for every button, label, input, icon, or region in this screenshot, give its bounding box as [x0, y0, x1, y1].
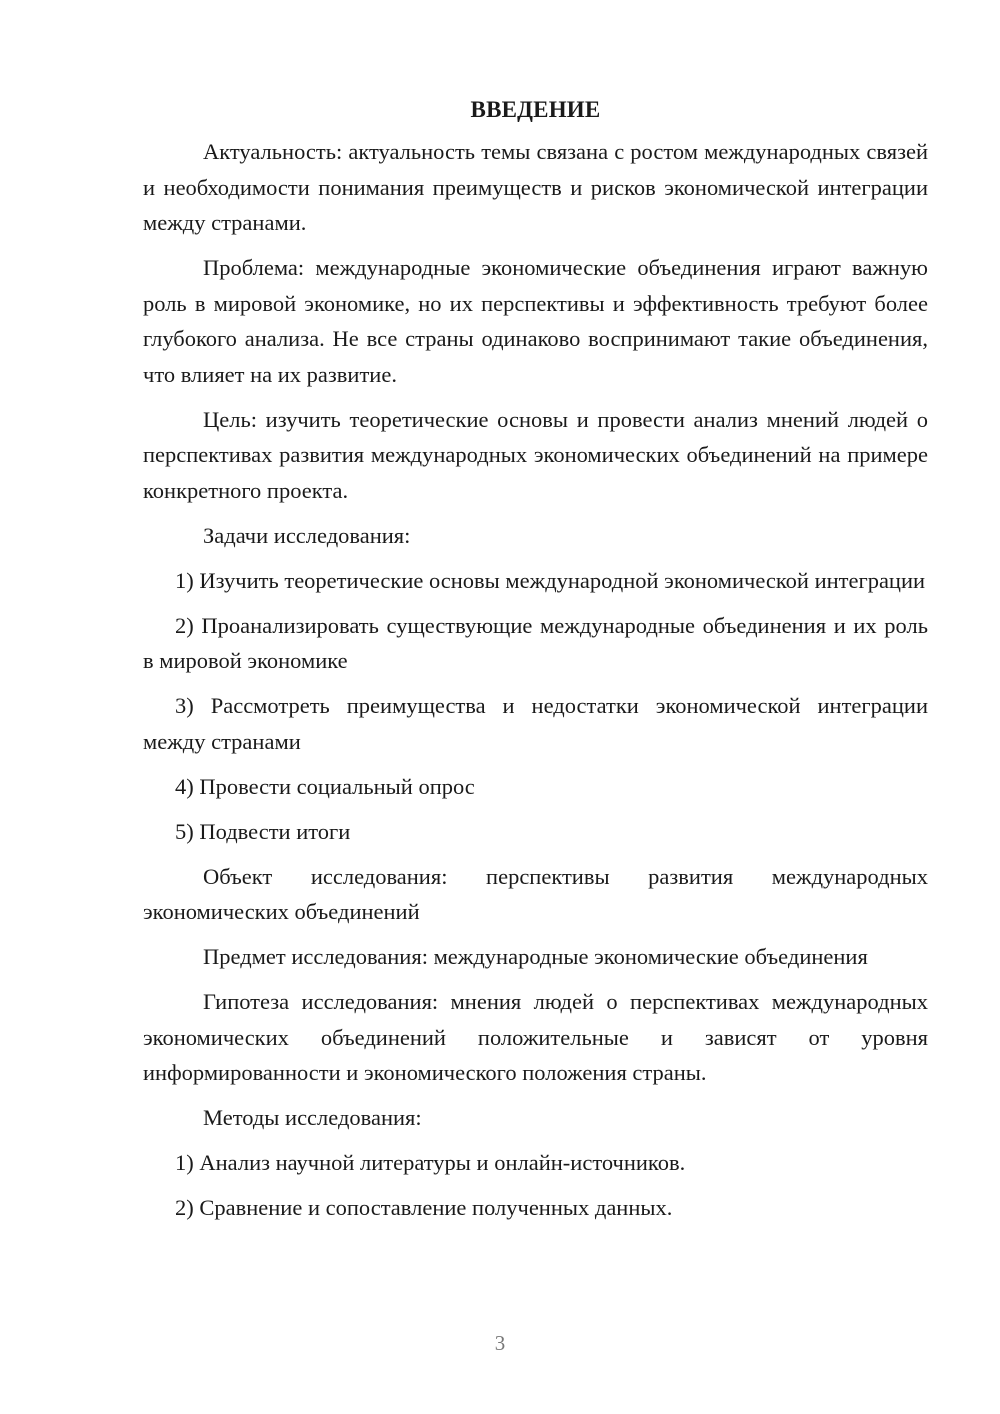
task-item: 1) Изучить теоретические основы международной экономической интеграции	[175, 567, 926, 593]
task-item: 5) Подвести итоги	[175, 818, 351, 844]
method-item: 1) Анализ научной литературы и онлайн-источников.	[175, 1150, 686, 1175]
task-item: 4) Провести социальный опрос	[175, 773, 475, 799]
hypothesis-paragraph: Гипотеза исследования: мнения людей о перспективах международных экономических объединений положительные и зависят от уровня информированности и экономического положения страны.	[143, 989, 928, 1085]
relevance-paragraph: Актуальность: актуальность темы связана с ростом международных связей и необходимости понимания преимуществ и рисков экономической интеграции между странами.	[143, 139, 928, 235]
goal-paragraph: Цель: изучить теоретические основы и провести анализ мнений людей о перспективах развития международных экономических объединений на примере конкретного проекта.	[143, 406, 928, 503]
object-paragraph: Объект исследования: перспективы развития международных экономических объединений	[143, 863, 928, 924]
method-item: 2) Сравнение и сопоставление полученных данных.	[175, 1195, 673, 1220]
tasks-heading: Задачи исследования:	[203, 522, 411, 548]
subject-paragraph: Предмет исследования: международные экономические объединения	[203, 944, 868, 969]
page-number: 3	[494, 1331, 506, 1355]
task-item: 2) Проанализировать существующие международные объединения и их роль в мировой экономике	[143, 612, 928, 673]
task-item: 3) Рассмотреть преимущества и недостатки экономической интеграции между странами	[143, 693, 928, 754]
problem-paragraph: Проблема: международные экономические объединения играют важную роль в мировой экономике, но их перспективы и эффективность требуют более глубокого анализа. Не все страны одинаково воспринимают такие объединения, что влияет на их развитие.	[143, 255, 928, 387]
methods-heading: Методы исследования:	[203, 1105, 422, 1130]
document-page	[143, 92, 928, 1226]
section-title: ВВЕДЕНИЕ	[470, 97, 601, 122]
